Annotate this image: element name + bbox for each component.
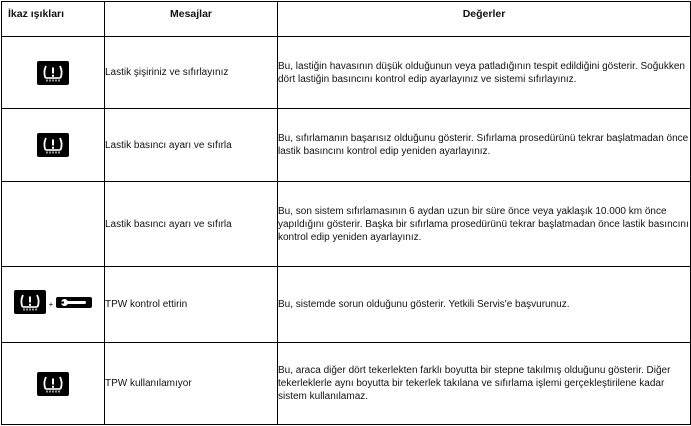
table-row — [2, 267, 691, 343]
header-warning-lights: İkaz ışıkları — [2, 2, 105, 37]
tire-pressure-icon — [37, 61, 69, 85]
value-cell: Bu, araca diğer dört tekerlekten farklı boyutta bir stepne takılmış olduğunu gösterir. Diğer tekerleklerle aynı boyutta bir tekerlek takılana ve sıfırlama işlemi gerçekleştirilene kadar sistem kullanılamaz. — [278, 343, 691, 425]
wrench-icon — [56, 297, 92, 308]
tire-pressure-icon — [37, 133, 69, 157]
value-cell: Bu, sıfırlamanın başarısız olduğunu gösterir. Sıfırlama prosedürünü tekrar başlatmadan önce lastik basıncını kontrol edip yeniden ayarlayınız. — [278, 109, 691, 182]
warning-light-cell — [2, 343, 105, 425]
value-cell: Bu, sistemde sorun olduğunu gösterir. Yetkili Servis'e başvurunuz. — [278, 267, 691, 343]
message-cell: Lastik basıncı ayarı ve sıfırla — [105, 182, 278, 267]
tire-pressure-icon — [37, 372, 69, 396]
warning-lights-table — [1, 1, 691, 425]
warning-light-cell — [2, 182, 105, 267]
header-messages: Mesajlar — [105, 2, 278, 37]
message-cell: TPW kontrol ettirin — [105, 267, 278, 343]
message-cell: Lastik basıncı ayarı ve sıfırla — [105, 109, 278, 182]
table-row — [2, 343, 691, 425]
warning-light-cell — [2, 37, 105, 109]
warning-light-cell — [2, 267, 105, 343]
table-row — [2, 37, 691, 109]
table-header-row — [2, 2, 691, 37]
value-cell: Bu, son sistem sıfırlamasının 6 aydan uzun bir süre önce veya yaklaşık 10.000 km önce yapıldığını gösterir. Başka bir sıfırlama prosedürünü tekrar başlatmadan önce lastik basıncını kontrol edip yeniden ayarlayınız. — [278, 182, 691, 267]
plus-sign: + — [48, 299, 54, 309]
message-cell: TPW kullanılamıyor — [105, 343, 278, 425]
header-values: Değerler — [278, 2, 691, 37]
value-cell: Bu, lastiğin havasının düşük olduğunun veya patladığının tespit edildiğini gösterir. Soğukken dört lastiğin basıncını kontrol edip ayarlayınız ve sistemi sıfırlayınız. — [278, 37, 691, 109]
table-row — [2, 109, 691, 182]
table-row — [2, 182, 691, 267]
tire-pressure-icon — [14, 290, 46, 314]
warning-light-cell — [2, 109, 105, 182]
message-cell: Lastik şişiriniz ve sıfırlayınız — [105, 37, 278, 109]
